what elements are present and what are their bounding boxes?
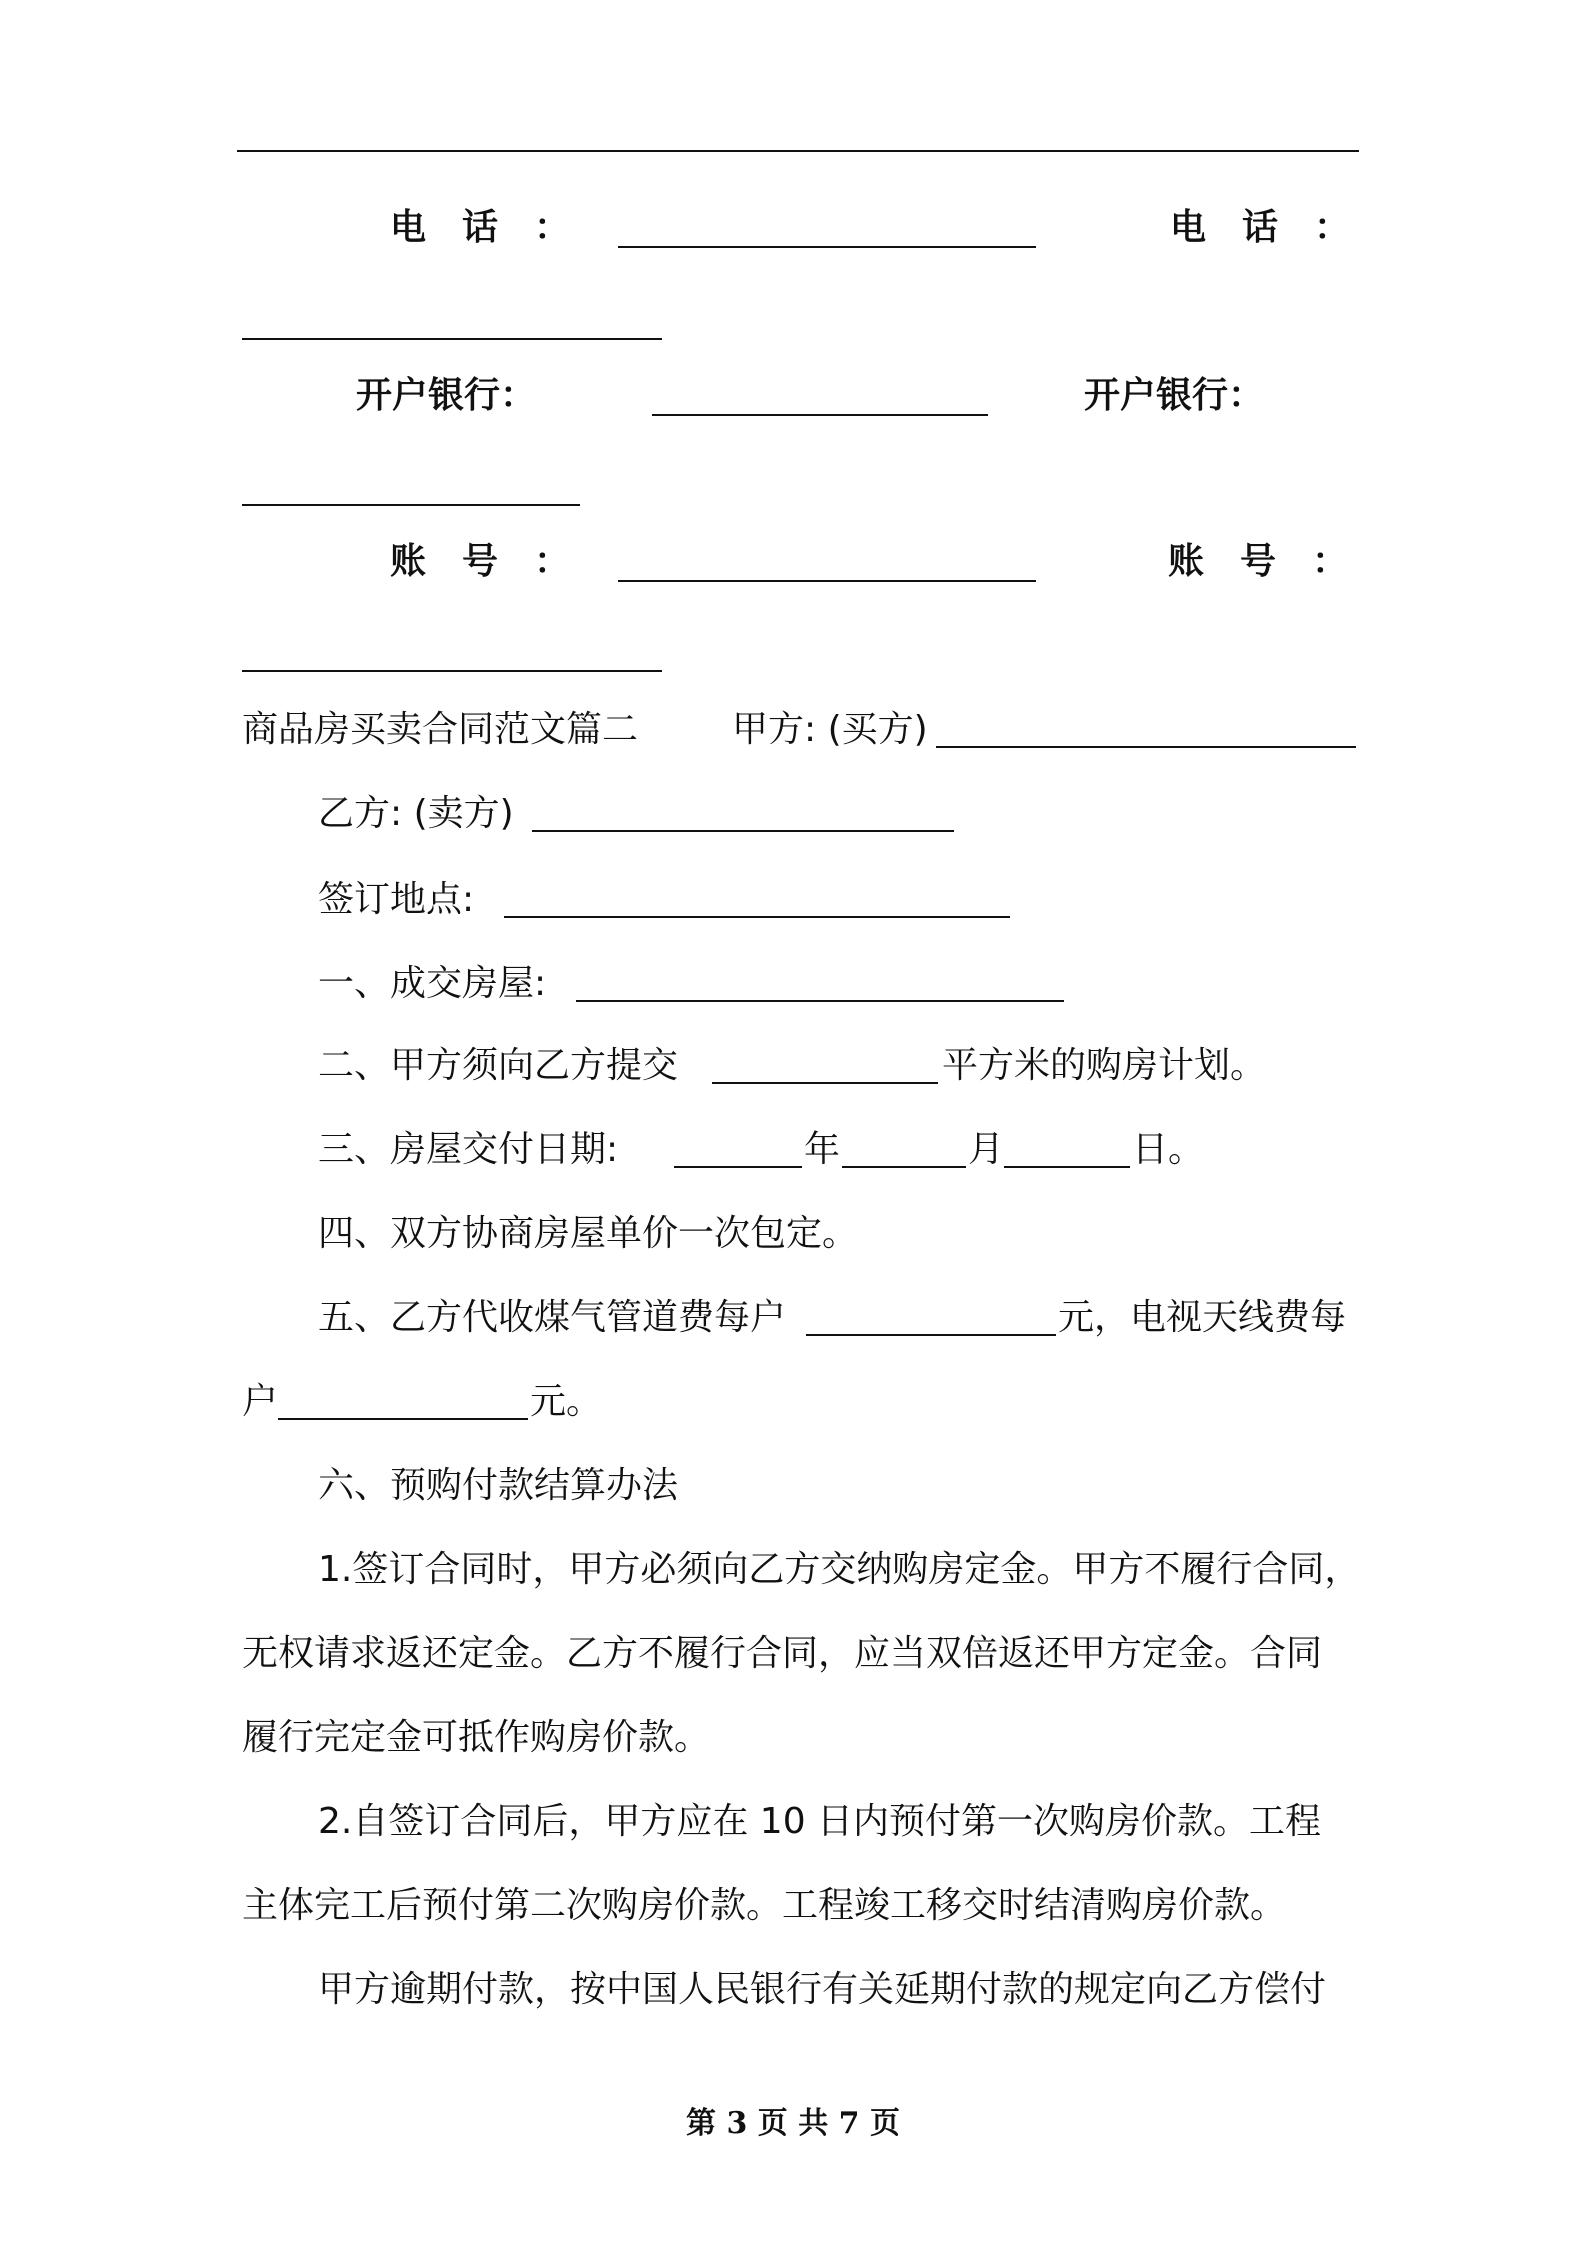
phone-label-b: 电 话 ： — [1170, 207, 1351, 248]
account-label-b: 账 号 ： — [1168, 541, 1349, 582]
bank-label-b: 开户银行： — [1084, 375, 1265, 416]
item4: 四、双方协商房屋单价一次包定。 — [318, 1213, 859, 1254]
bank-label-a: 开户银行： — [356, 375, 537, 416]
item3-year: 年 — [804, 1129, 841, 1170]
item2-blank[interactable] — [712, 1082, 938, 1084]
item1-blank[interactable] — [576, 1000, 1064, 1002]
party-b-label: 乙方: (卖方) — [318, 793, 514, 834]
party-a-label: 甲方: (买方) — [732, 709, 928, 750]
phone-blank-b[interactable] — [242, 338, 662, 340]
page-footer: 第 3 页 共 7 页 — [686, 2106, 900, 2141]
account-label-a: 账 号 ： — [390, 541, 571, 582]
item6: 六、预购付款结算办法 — [318, 1465, 679, 1506]
contract-title: 商品房买卖合同范文篇二 — [242, 709, 639, 750]
item3-day: 日。 — [1132, 1129, 1205, 1170]
item3-month-blank[interactable] — [842, 1166, 966, 1168]
item3-year-blank[interactable] — [674, 1166, 802, 1168]
party-a-blank[interactable] — [936, 746, 1356, 748]
p2-line2: 主体完工后预付第二次购房价款。工程竣工移交时结清购房价款。 — [242, 1885, 1287, 1926]
account-blank-b[interactable] — [242, 670, 662, 672]
item3-pre: 三、房屋交付日期: — [318, 1129, 630, 1170]
item5-l2-post: 元。 — [530, 1381, 603, 1422]
p3-line1: 甲方逾期付款，按中国人民银行有关延期付款的规定向乙方偿付 — [318, 1969, 1327, 2010]
header-rule — [237, 150, 1359, 152]
item1-label: 一、成交房屋: — [318, 963, 558, 1004]
p1-line1: 1.签订合同时，甲方必须向乙方交纳购房定金。甲方不履行合同， — [318, 1549, 1361, 1590]
phone-label-a: 电 话 ： — [390, 207, 571, 248]
place-label: 签订地点: — [318, 879, 486, 920]
item5-mid: 元，电视天线费每 — [1058, 1297, 1347, 1338]
p2-line1: 2.自签订合同后，甲方应在 10 日内预付第一次购房价款。工程 — [318, 1801, 1322, 1842]
party-b-blank[interactable] — [532, 830, 954, 832]
item5-gas-blank[interactable] — [806, 1334, 1056, 1336]
item3-month: 月 — [968, 1129, 1005, 1170]
item3-day-blank[interactable] — [1004, 1166, 1130, 1168]
item5-l2-pre: 户 — [242, 1381, 279, 1422]
account-blank-a[interactable] — [618, 580, 1036, 582]
bank-blank-b[interactable] — [242, 504, 580, 506]
place-blank[interactable] — [504, 916, 1010, 918]
phone-blank-a[interactable] — [618, 246, 1036, 248]
item2-post: 平方米的购房计划。 — [942, 1045, 1267, 1086]
item5-tv-blank[interactable] — [278, 1418, 528, 1420]
item2-pre: 二、甲方须向乙方提交 — [318, 1045, 679, 1086]
bank-blank-a[interactable] — [652, 414, 988, 416]
item5-pre: 五、乙方代收煤气管道费每户 — [318, 1297, 787, 1338]
p1-line3: 履行完定金可抵作购房价款。 — [242, 1717, 711, 1758]
p1-line2: 无权请求返还定金。乙方不履行合同，应当双倍返还甲方定金。合同 — [242, 1633, 1323, 1674]
